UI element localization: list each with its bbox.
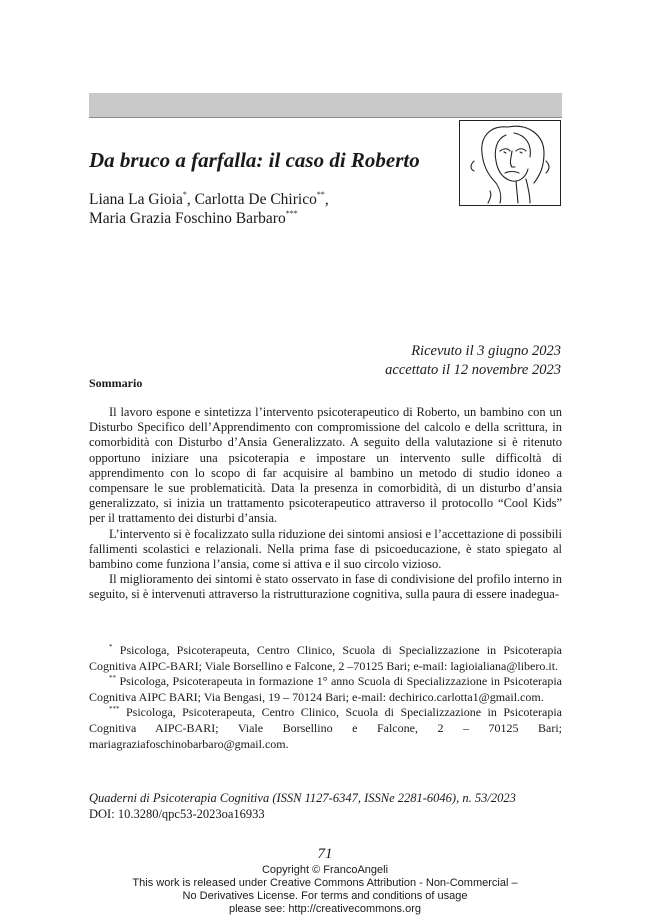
author-name: Maria Grazia Foschino Barbaro <box>89 210 286 227</box>
abstract-paragraph: Il lavoro espone e sintetizza l’intervento psicoterapeutico di Roberto, un bambino con un Disturbo Specifico dell’Apprendimento con compromissione del calcolo e della scrittura, in comorbidità con Disturbo d’Ansia Generalizzato. A seguito della valutazione si è ritenuto opportuno iniziare una psicoterapia e impostare un intervento sulle difficoltà di apprendimento con lo scopo di far acquisire al bambino un metodo di studio idoneo a compensare le sue problematicità. Data la presenza in comorbidità, di un disturbo d’ansia generalizzato, si inizia un trattamento psicoterapeutico attraverso il protocollo “Cool Kids” per il trattamento dei disturbi d’ansia. <box>89 405 562 526</box>
two-faces-line-drawing-icon <box>460 121 560 205</box>
license-link-line[interactable]: please see: http://creativecommons.org <box>229 903 421 915</box>
footnote <box>89 643 562 674</box>
abstract-body <box>89 405 562 603</box>
author-line-1: Liana La Gioia*, Carlotta De Chirico**, <box>89 190 329 208</box>
author-name: Carlotta De Chirico <box>194 191 317 208</box>
footnote-mark: *** <box>109 705 120 714</box>
section-heading: Sommario <box>89 376 143 390</box>
header-rule <box>89 117 562 118</box>
footnote-text: Psicologa, Psicoterapeuta, Centro Clinico, Scuola di Specializzazione in Psicoterapia Cognitiva AIPC-BARI; Viale Borsellino e Falcone, 2 –70125 Bari; e-mail: lagioialiana@libero.it. <box>89 643 563 673</box>
accepted-date: accettato il 12 novembre 2023 <box>385 362 561 378</box>
abstract-paragraph: L’intervento si è focalizzato sulla riduzione dei sintomi ansiosi e l’accettazione di possibili fallimenti scolastici e relazionali. Nella prima fase di psicoeducazione, è stato spiegato al bambino come funziona l’ansia, come si attiva e il suo circolo vizioso. <box>89 526 562 572</box>
received-date: Ricevuto il 3 giugno 2023 <box>411 343 561 359</box>
footnotes <box>89 643 562 752</box>
copyright-notice <box>0 864 650 916</box>
journal-logo <box>459 120 561 206</box>
page-number: 71 <box>317 846 333 862</box>
footnote-mark: * <box>109 643 113 651</box>
doi: DOI: 10.3280/qpc53-2023oa16933 <box>89 806 265 821</box>
abstract-paragraph: Il miglioramento dei sintomi è stato osservato in fase di condivisione del profilo interno in seguito, si è intervenuti attraverso la ristrutturazione cognitiva, sulla paura di essere inadegua- <box>89 572 562 602</box>
author-footnote-mark: * <box>182 190 187 199</box>
footnote-text: Psicologa, Psicoterapeuta, Centro Clinico, Scuola di Specializzazione in Psicoterapia Cognitiva AIPC-BARI; Viale Borsellino e Falcone, 2 – 70125 Bari; mariagraziafoschinobarbaro@gmail.com. <box>89 705 562 751</box>
license-line: This work is released under Creative Commons Attribution - Non-Commercial – <box>132 877 518 889</box>
article-title: Da bruco a farfalla: il caso di Roberto <box>89 148 420 172</box>
license-line: No Derivatives License. For terms and conditions of usage <box>182 890 468 902</box>
journal-citation: Quaderni di Psicoterapia Cognitiva (ISSN 1127-6347, ISSNe 2281-6046), n. 53/2023 <box>89 791 516 805</box>
received-dates <box>385 342 561 380</box>
journal-info <box>89 791 516 822</box>
footnote-text: Psicologa, Psicoterapeuta in formazione 1° anno Scuola di Specializzazione in Psicoterapia Cognitiva AIPC BARI; Via Bengasi, 19 – 70124 Bari; e-mail: dechirico.carlotta1@gmail.com. <box>89 674 563 704</box>
author-line-2 <box>89 209 329 228</box>
author-footnote-mark: *** <box>285 209 298 218</box>
author-list <box>89 190 329 228</box>
footnote <box>89 674 562 705</box>
author-name: Liana La Gioia <box>89 191 183 208</box>
header-bar <box>89 93 562 117</box>
footnote <box>89 705 562 752</box>
copyright-line: Copyright © FrancoAngeli <box>261 864 389 876</box>
author-footnote-mark: ** <box>316 190 325 199</box>
footnote-mark: ** <box>109 674 116 683</box>
